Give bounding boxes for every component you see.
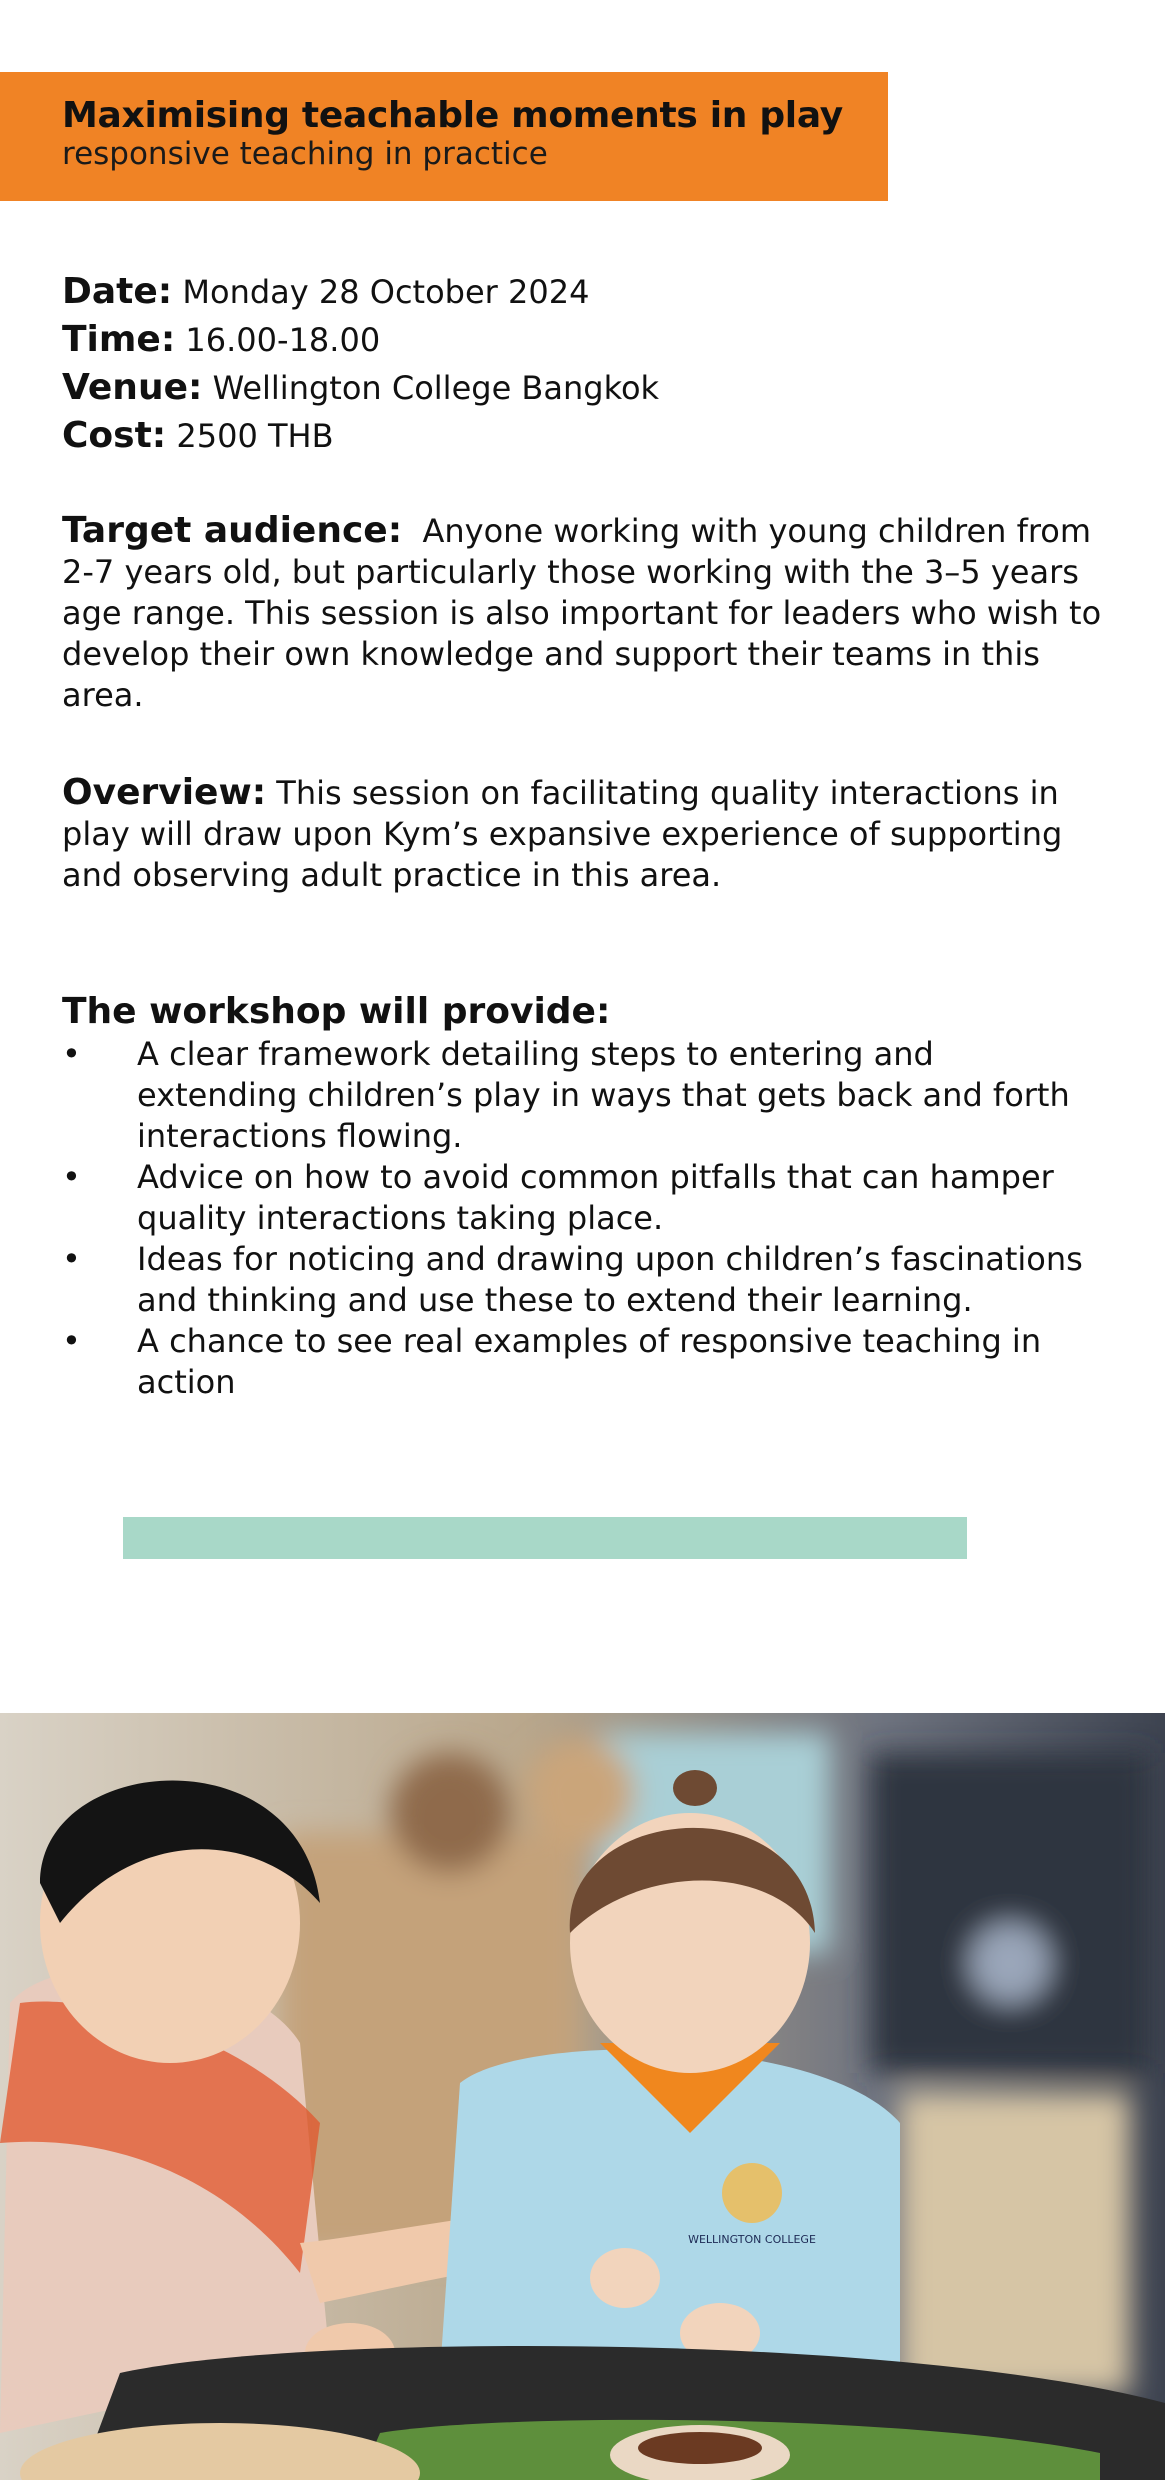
bullet-icon: •: [62, 1322, 81, 1360]
date-value: Monday 28 October 2024: [182, 273, 590, 311]
workshop-section: [62, 990, 1102, 1403]
list-item-text: Ideas for noticing and drawing upon children’s fascinations and thinking and use these to extend their learning.: [137, 1240, 1083, 1319]
venue-row: [62, 364, 1102, 412]
list-item-text: Advice on how to avoid common pitfalls that can hamper quality interactions taking place.: [137, 1158, 1054, 1237]
event-title: Maximising teachable moments in play: [62, 95, 843, 136]
date-row: [62, 268, 1102, 316]
overview-text: This session on facilitating quality interactions in play will draw upon Kym’s expansive experience of supporting and observing adult practice in this area.: [62, 774, 1063, 894]
venue-value: Wellington College Bangkok: [212, 369, 660, 407]
list-item: [62, 1239, 1102, 1321]
event-subtitle: responsive teaching in practice: [62, 136, 548, 173]
bullet-icon: •: [62, 1035, 81, 1073]
bullet-icon: •: [62, 1158, 81, 1196]
venue-label: Venue:: [62, 367, 203, 408]
cost-value: 2500 THB: [176, 417, 334, 455]
time-value: 16.00-18.00: [185, 321, 381, 359]
cost-row: [62, 412, 1102, 460]
target-audience-text: Anyone working with young children from 2-7 years old, but particularly those working with the 3–5 years age range. This session is also important for leaders who wish to develop their own knowledge and support their teams in this area.: [62, 512, 1102, 714]
title-banner: [0, 72, 888, 201]
list-item: [62, 1157, 1102, 1239]
workshop-heading: The workshop will provide:: [62, 991, 611, 1032]
shirt-badge-text: WELLINGTON COLLEGE: [688, 2233, 816, 2246]
list-item-text: A chance to see real examples of responsive teaching in action: [137, 1322, 1042, 1401]
bullet-icon: •: [62, 1240, 81, 1278]
date-label: Date:: [62, 271, 173, 312]
workshop-list: [62, 1034, 1102, 1403]
time-label: Time:: [62, 319, 176, 360]
event-details: [62, 268, 1102, 460]
photo-illustration: [0, 1713, 1165, 2480]
target-audience-section: [62, 510, 1102, 716]
target-audience-label: Target audience:: [62, 510, 403, 551]
list-item: [62, 1321, 1102, 1403]
children-playing-photo: [0, 1713, 1165, 2480]
list-item-text: A clear framework detailing steps to entering and extending children’s play in ways that gets back and forth interactions flowing.: [137, 1035, 1070, 1155]
time-row: [62, 316, 1102, 364]
cost-label: Cost:: [62, 415, 167, 456]
overview-label: Overview:: [62, 772, 267, 813]
overview-section: [62, 772, 1102, 896]
accent-divider: [123, 1517, 967, 1559]
list-item: [62, 1034, 1102, 1157]
